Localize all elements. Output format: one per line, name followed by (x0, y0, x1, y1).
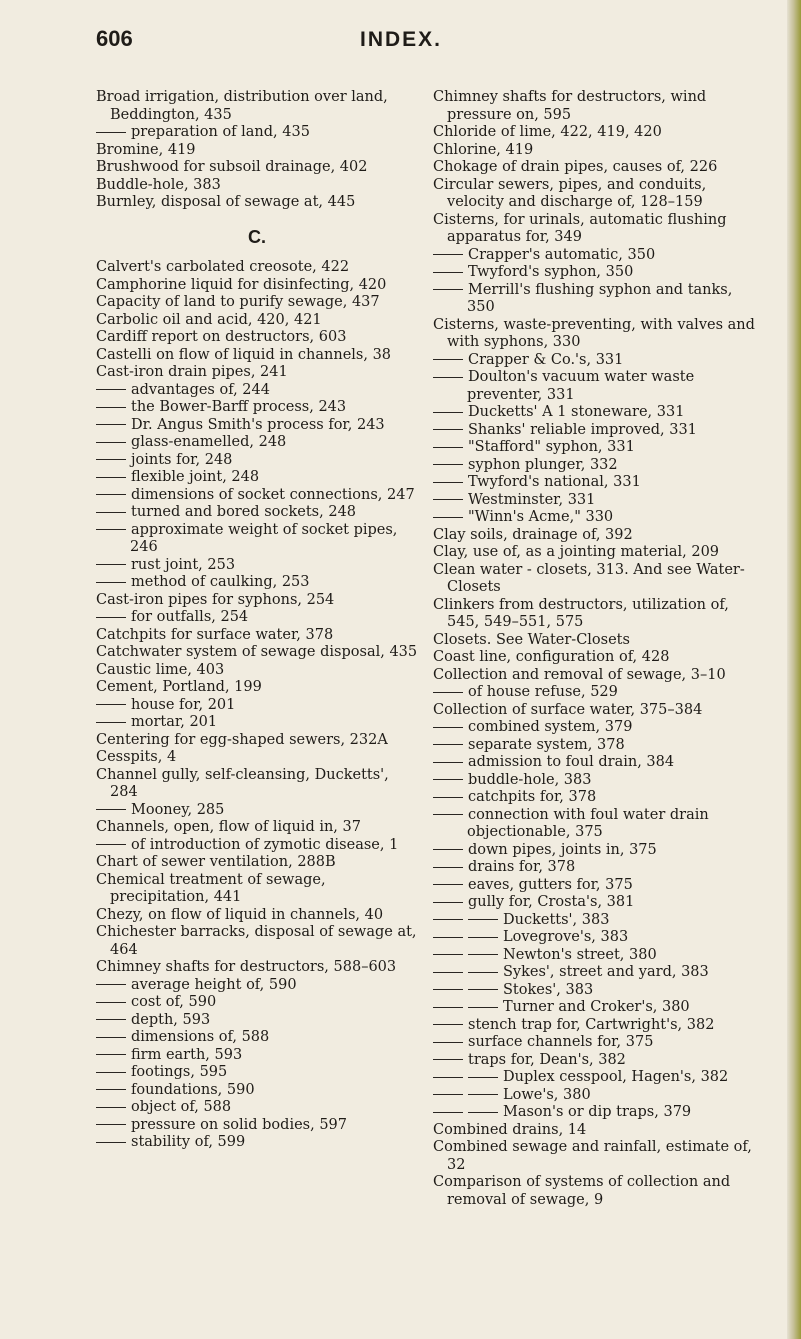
entry-text: Merrill's flushing syphon and tanks, 350 (467, 281, 733, 315)
entry-text: joints for, 248 (131, 451, 233, 468)
entry-text: Shanks' reliable improved, 331 (468, 421, 697, 438)
entry-text: of house refuse, 529 (468, 684, 618, 700)
entry-text: Capacity of land to purify sewage, 437 (96, 294, 380, 310)
entry-text: admission to foul drain, 384 (468, 754, 675, 770)
ditto-dash (433, 884, 463, 885)
entry-text: gully for, Crosta's, 381 (468, 894, 635, 910)
index-subentry (96, 1029, 418, 1047)
ditto-dash (96, 1142, 126, 1143)
index-entry (96, 347, 418, 365)
entry-text: Cast-iron drain pipes, 241 (96, 364, 288, 380)
ditto-dash (433, 779, 463, 780)
entry-text: preparation of land, 435 (131, 124, 310, 140)
ditto-dash (96, 494, 126, 495)
index-entry (96, 907, 418, 925)
index-subentry (433, 282, 763, 317)
index-subentry (96, 452, 418, 470)
ditto-dash (96, 477, 126, 478)
index-subentry (433, 999, 763, 1017)
ditto-dash (96, 844, 126, 845)
index-entry (96, 177, 418, 195)
index-entry (96, 854, 418, 872)
index-subentry (433, 1069, 763, 1087)
ditto-dash (96, 459, 126, 460)
ditto-dash (433, 919, 463, 920)
index-subentry (433, 982, 763, 1000)
entry-text: Crapper's automatic, 350 (468, 246, 656, 263)
entry-text: Chart of sewer ventilation, 288B (96, 854, 336, 870)
index-subentry (96, 469, 418, 487)
index-entry (96, 592, 418, 610)
entry-text: Closets. See Water-Closets (433, 631, 630, 648)
index-subentry (433, 264, 763, 282)
index-entry (433, 544, 763, 562)
index-subentry (433, 754, 763, 772)
entry-text: Turner and Croker's, 380 (503, 999, 690, 1015)
index-subentry (96, 714, 418, 732)
ditto-dash (433, 989, 463, 990)
index-entry (96, 767, 418, 802)
entry-text: eaves, gutters for, 375 (468, 876, 633, 893)
index-entry (433, 317, 763, 352)
entry-text: Cisterns, for urinals, automatic flushing apparatus for, 349 (433, 211, 727, 245)
entry-text: Chlorine, 419 (433, 141, 534, 158)
index-subentry (433, 807, 763, 842)
entry-text: dimensions of socket connections, 247 (131, 486, 415, 503)
index-subentry (433, 737, 763, 755)
index-subentry (433, 877, 763, 895)
index-subentry (96, 504, 418, 522)
entry-text: glass-enamelled, 248 (131, 434, 287, 450)
entry-text: Burnley, disposal of sewage at, 445 (96, 194, 356, 210)
index-subentry (96, 124, 418, 142)
entry-text: Dr. Angus Smith's process for, 243 (131, 416, 385, 433)
index-subentry (96, 557, 418, 575)
index-subentry (96, 1012, 418, 1030)
index-column-left (96, 89, 418, 1152)
ditto-dash (433, 797, 463, 798)
index-subentry (433, 247, 763, 265)
entry-text: mortar, 201 (131, 714, 218, 730)
ditto-dash (468, 919, 498, 920)
entry-text: traps for, Dean's, 382 (468, 1051, 626, 1068)
ditto-dash (433, 937, 463, 938)
index-subentry (433, 1087, 763, 1105)
entry-text: Clay soils, drainage of, 392 (433, 526, 633, 543)
entry-text: Calvert's carbolated creosote, 422 (96, 259, 350, 275)
index-subentry (96, 994, 418, 1012)
entry-text: advantages of, 244 (131, 381, 270, 398)
ditto-dash (433, 1042, 463, 1043)
index-subentry (433, 439, 763, 457)
index-entry (96, 159, 418, 177)
index-subentry (433, 964, 763, 982)
index-subentry (96, 434, 418, 452)
entry-text: Chezy, on flow of liquid in channels, 40 (96, 906, 384, 923)
ditto-dash (433, 359, 463, 360)
ditto-dash (96, 407, 126, 408)
entry-text: Camphorine liquid for disinfecting, 420 (96, 276, 387, 293)
index-entry (96, 819, 418, 837)
entry-text: Channels, open, flow of liquid in, 37 (96, 819, 361, 835)
ditto-dash (433, 1094, 463, 1095)
entry-text: turned and bored sockets, 248 (131, 504, 357, 520)
ditto-dash (433, 1059, 463, 1060)
entry-text: surface channels for, 375 (468, 1034, 654, 1050)
entry-text: Collection of surface water, 375–384 (433, 701, 703, 718)
index-entry (96, 732, 418, 750)
index-subentry (96, 1134, 418, 1152)
entry-text: Chemical treatment of sewage, precipitation, 441 (96, 871, 326, 905)
ditto-dash (433, 972, 463, 973)
index-subentry (433, 772, 763, 790)
entry-text: "Stafford" syphon, 331 (468, 439, 635, 455)
ditto-dash (433, 814, 463, 815)
entry-text: Cesspits, 4 (96, 749, 177, 765)
index-subentry (96, 1099, 418, 1117)
index-entry (96, 627, 418, 645)
index-subentry (96, 1117, 418, 1135)
entry-text: method of caulking, 253 (131, 574, 310, 590)
entry-text: Mooney, 285 (131, 801, 225, 818)
ditto-dash (433, 447, 463, 448)
index-subentry (96, 802, 418, 820)
index-subentry (96, 382, 418, 400)
entry-text: Coast line, configuration of, 428 (433, 649, 670, 665)
ditto-dash (468, 937, 498, 938)
ditto-dash (96, 564, 126, 565)
ditto-dash (468, 1077, 498, 1078)
ditto-dash (468, 1094, 498, 1095)
ditto-dash (96, 1124, 126, 1125)
ditto-dash (433, 867, 463, 868)
entry-text: Cement, Portland, 199 (96, 679, 262, 695)
index-subentry (96, 574, 418, 592)
ditto-dash (96, 424, 126, 425)
ditto-dash (433, 762, 463, 763)
index-subentry (433, 842, 763, 860)
index-subentry (96, 1082, 418, 1100)
entry-text: catchpits for, 378 (468, 789, 597, 805)
ditto-dash (433, 1077, 463, 1078)
entry-text: Carbolic oil and acid, 420, 421 (96, 311, 322, 328)
ditto-dash (96, 512, 126, 513)
ditto-dash (433, 254, 463, 255)
entry-text: "Winn's Acme," 330 (468, 509, 614, 525)
entry-text: Catchwater system of sewage disposal, 435 (96, 644, 418, 660)
entry-text: Chimney shafts for destructors, wind pressure on, 595 (433, 89, 707, 123)
index-subentry (433, 789, 763, 807)
index-subentry (96, 522, 418, 557)
entry-text: of introduction of zymotic disease, 1 (131, 836, 399, 853)
index-entry (433, 1122, 763, 1140)
entry-text: flexible joint, 248 (131, 469, 260, 485)
index-entry (96, 312, 418, 330)
entry-text: object of, 588 (131, 1099, 232, 1115)
entry-text: stench trap for, Cartwright's, 382 (468, 1016, 715, 1033)
entry-text: Ducketts', 383 (503, 911, 610, 928)
index-entry (433, 159, 763, 177)
entry-text: Doulton's vacuum water waste preventer, 331 (467, 369, 695, 403)
index-subentry (433, 492, 763, 510)
entry-text: approximate weight of socket pipes, 246 (130, 521, 398, 555)
ditto-dash (96, 1089, 126, 1090)
index-entry (433, 649, 763, 667)
entry-text: house for, 201 (131, 696, 236, 713)
entry-text: Ducketts' A 1 stoneware, 331 (468, 404, 685, 420)
index-entry (433, 124, 763, 142)
ditto-dash (96, 722, 126, 723)
index-entry (96, 294, 418, 312)
index-entry (433, 597, 763, 632)
entry-text: Newton's street, 380 (503, 946, 657, 963)
entry-text: stability of, 599 (131, 1134, 246, 1150)
index-subentry (96, 487, 418, 505)
entry-text: average height of, 590 (131, 976, 297, 993)
entry-text: Twyford's national, 331 (468, 474, 641, 490)
index-entry (433, 142, 763, 160)
entry-text: Bromine, 419 (96, 141, 196, 158)
index-entry (433, 1174, 763, 1209)
entry-text: depth, 593 (131, 1011, 211, 1028)
ditto-dash (433, 412, 463, 413)
ditto-dash (96, 1002, 126, 1003)
index-subentry (433, 404, 763, 422)
ditto-dash (96, 529, 126, 530)
ditto-dash (468, 989, 498, 990)
entry-text: cost of, 590 (131, 994, 217, 1010)
index-subentry (433, 369, 763, 404)
entry-text: Catchpits for surface water, 378 (96, 626, 334, 643)
index-subentry (433, 912, 763, 930)
index-subentry (96, 1064, 418, 1082)
index-column-right (433, 89, 763, 1209)
ditto-dash (96, 1037, 126, 1038)
entry-text: Cardiff report on destructors, 603 (96, 329, 347, 345)
entry-text: Sykes', street and yard, 383 (503, 964, 709, 980)
entry-text: dimensions of, 588 (131, 1029, 270, 1045)
entry-text: combined system, 379 (468, 719, 633, 735)
index-subentry (433, 509, 763, 527)
entry-text: foundations, 590 (131, 1081, 255, 1098)
entry-text: Clean water - closets, 313. And see Water-Closets (433, 561, 745, 595)
entry-text: Duplex cesspool, Hagen's, 382 (503, 1069, 729, 1085)
entry-text: Combined drains, 14 (433, 1121, 587, 1138)
index-entry (433, 667, 763, 685)
index-subentry (96, 399, 418, 417)
entry-text: separate system, 378 (468, 736, 625, 753)
entry-text: Combined sewage and rainfall, estimate of, 32 (433, 1139, 752, 1173)
entry-text: Twyford's syphon, 350 (468, 264, 634, 280)
ditto-dash (96, 617, 126, 618)
index-entry (96, 194, 418, 212)
entry-text: buddle-hole, 383 (468, 771, 592, 788)
ditto-dash (433, 517, 463, 518)
ditto-dash (433, 377, 463, 378)
entry-text: Cast-iron pipes for syphons, 254 (96, 591, 335, 608)
ditto-dash (96, 809, 126, 810)
ditto-dash (96, 1107, 126, 1108)
ditto-dash (96, 704, 126, 705)
index-subentry (433, 894, 763, 912)
index-entry (96, 277, 418, 295)
index-entry (433, 89, 763, 124)
index-entry (96, 329, 418, 347)
entry-text: down pipes, joints in, 375 (468, 841, 657, 858)
index-subentry (96, 697, 418, 715)
ditto-dash (96, 389, 126, 390)
index-entry (433, 562, 763, 597)
entry-text: the Bower-Barff process, 243 (131, 399, 347, 415)
ditto-dash (433, 464, 463, 465)
entry-text: Brushwood for subsoil drainage, 402 (96, 159, 368, 175)
ditto-dash (433, 1024, 463, 1025)
entry-text: Clay, use of, as a jointing material, 209 (433, 544, 720, 560)
index-subentry (433, 352, 763, 370)
index-subentry (96, 1047, 418, 1065)
ditto-dash (468, 1112, 498, 1113)
entry-text: Crapper & Co.'s, 331 (468, 351, 624, 368)
ditto-dash (433, 902, 463, 903)
ditto-dash (96, 1054, 126, 1055)
index-entry (96, 679, 418, 697)
entry-text: rust joint, 253 (131, 556, 236, 573)
index-subentry (96, 417, 418, 435)
index-entry (96, 749, 418, 767)
index-entry (96, 364, 418, 382)
page-edge (787, 0, 801, 1339)
index-subentry (433, 1017, 763, 1035)
entry-text: Comparison of systems of collection and removal of sewage, 9 (433, 1174, 731, 1208)
letter-heading: C. (248, 226, 266, 247)
ditto-dash (96, 1072, 126, 1073)
index-entry (433, 632, 763, 650)
index-subentry (433, 474, 763, 492)
index-entry (96, 959, 418, 977)
entry-text: Caustic lime, 403 (96, 661, 225, 678)
entry-text: syphon plunger, 332 (468, 456, 618, 473)
page-number: 606 (96, 26, 133, 51)
entry-text: firm earth, 593 (131, 1046, 243, 1063)
index-entry (96, 644, 418, 662)
entry-text: pressure on solid bodies, 597 (131, 1116, 347, 1133)
ditto-dash (433, 1112, 463, 1113)
entry-text: Lovegrove's, 383 (503, 929, 629, 945)
index-subentry (433, 719, 763, 737)
index-subentry (433, 1034, 763, 1052)
entry-text: connection with foul water drain objectionable, 375 (467, 806, 709, 840)
ditto-dash (433, 429, 463, 430)
index-entry (433, 177, 763, 212)
ditto-dash (433, 272, 463, 273)
entry-text: Chimney shafts for destructors, 588–603 (96, 959, 397, 975)
ditto-dash (468, 1007, 498, 1008)
index-subentry (433, 457, 763, 475)
ditto-dash (96, 984, 126, 985)
index-entry (96, 142, 418, 160)
ditto-dash (433, 849, 463, 850)
entry-text: Chichester barracks, disposal of sewage at, 464 (96, 924, 417, 958)
index-entry (433, 702, 763, 720)
index-entry (433, 1139, 763, 1174)
entry-text: footings, 595 (131, 1064, 228, 1080)
entry-text: Stokes', 383 (503, 981, 594, 998)
index-entry (96, 872, 418, 907)
index-entry (96, 924, 418, 959)
index-entry (433, 527, 763, 545)
ditto-dash (433, 692, 463, 693)
entry-text: Castelli on flow of liquid in channels, 38 (96, 346, 392, 363)
ditto-dash (468, 972, 498, 973)
entry-text: Westminster, 331 (468, 491, 596, 508)
entry-text: Channel gully, self-cleansing, Ducketts', 284 (96, 766, 389, 800)
index-subentry (433, 1104, 763, 1122)
ditto-dash (433, 289, 463, 290)
ditto-dash (96, 442, 126, 443)
index-subentry (433, 947, 763, 965)
entry-text: Lowe's, 380 (503, 1086, 591, 1103)
entry-text: Collection and removal of sewage, 3–10 (433, 666, 726, 683)
index-subentry (96, 977, 418, 995)
ditto-dash (433, 499, 463, 500)
index-entry (433, 212, 763, 247)
ditto-dash (433, 744, 463, 745)
index-subentry (96, 837, 418, 855)
entry-text: Cisterns, waste-preventing, with valves and with syphons, 330 (433, 316, 755, 350)
index-subentry (433, 929, 763, 947)
index-subentry (433, 422, 763, 440)
index-entry (96, 259, 418, 277)
index-entry (96, 89, 418, 124)
ditto-dash (433, 954, 463, 955)
entry-text: Broad irrigation, distribution over land, Beddington, 435 (96, 89, 388, 123)
entry-text: Centering for egg-shaped sewers, 232A (96, 731, 388, 748)
entry-text: Chokage of drain pipes, causes of, 226 (433, 159, 718, 175)
ditto-dash (433, 1007, 463, 1008)
index-entry (96, 662, 418, 680)
page-title: INDEX. (360, 28, 443, 51)
ditto-dash (96, 132, 126, 133)
entry-text: drains for, 378 (468, 859, 576, 875)
ditto-dash (96, 582, 126, 583)
ditto-dash (433, 482, 463, 483)
ditto-dash (468, 954, 498, 955)
index-subentry (433, 1052, 763, 1070)
entry-text: Mason's or dip traps, 379 (503, 1104, 692, 1120)
entry-text: Chloride of lime, 422, 419, 420 (433, 124, 662, 140)
index-subentry (433, 859, 763, 877)
entry-text: Circular sewers, pipes, and conduits, velocity and discharge of, 128–159 (433, 176, 707, 210)
index-subentry (96, 609, 418, 627)
index-subentry (433, 684, 763, 702)
entry-text: Buddle-hole, 383 (96, 176, 221, 193)
ditto-dash (433, 727, 463, 728)
entry-text: for outfalls, 254 (131, 609, 249, 625)
ditto-dash (96, 1019, 126, 1020)
entry-text: Clinkers from destructors, utilization of, 545, 549–551, 575 (433, 596, 729, 630)
